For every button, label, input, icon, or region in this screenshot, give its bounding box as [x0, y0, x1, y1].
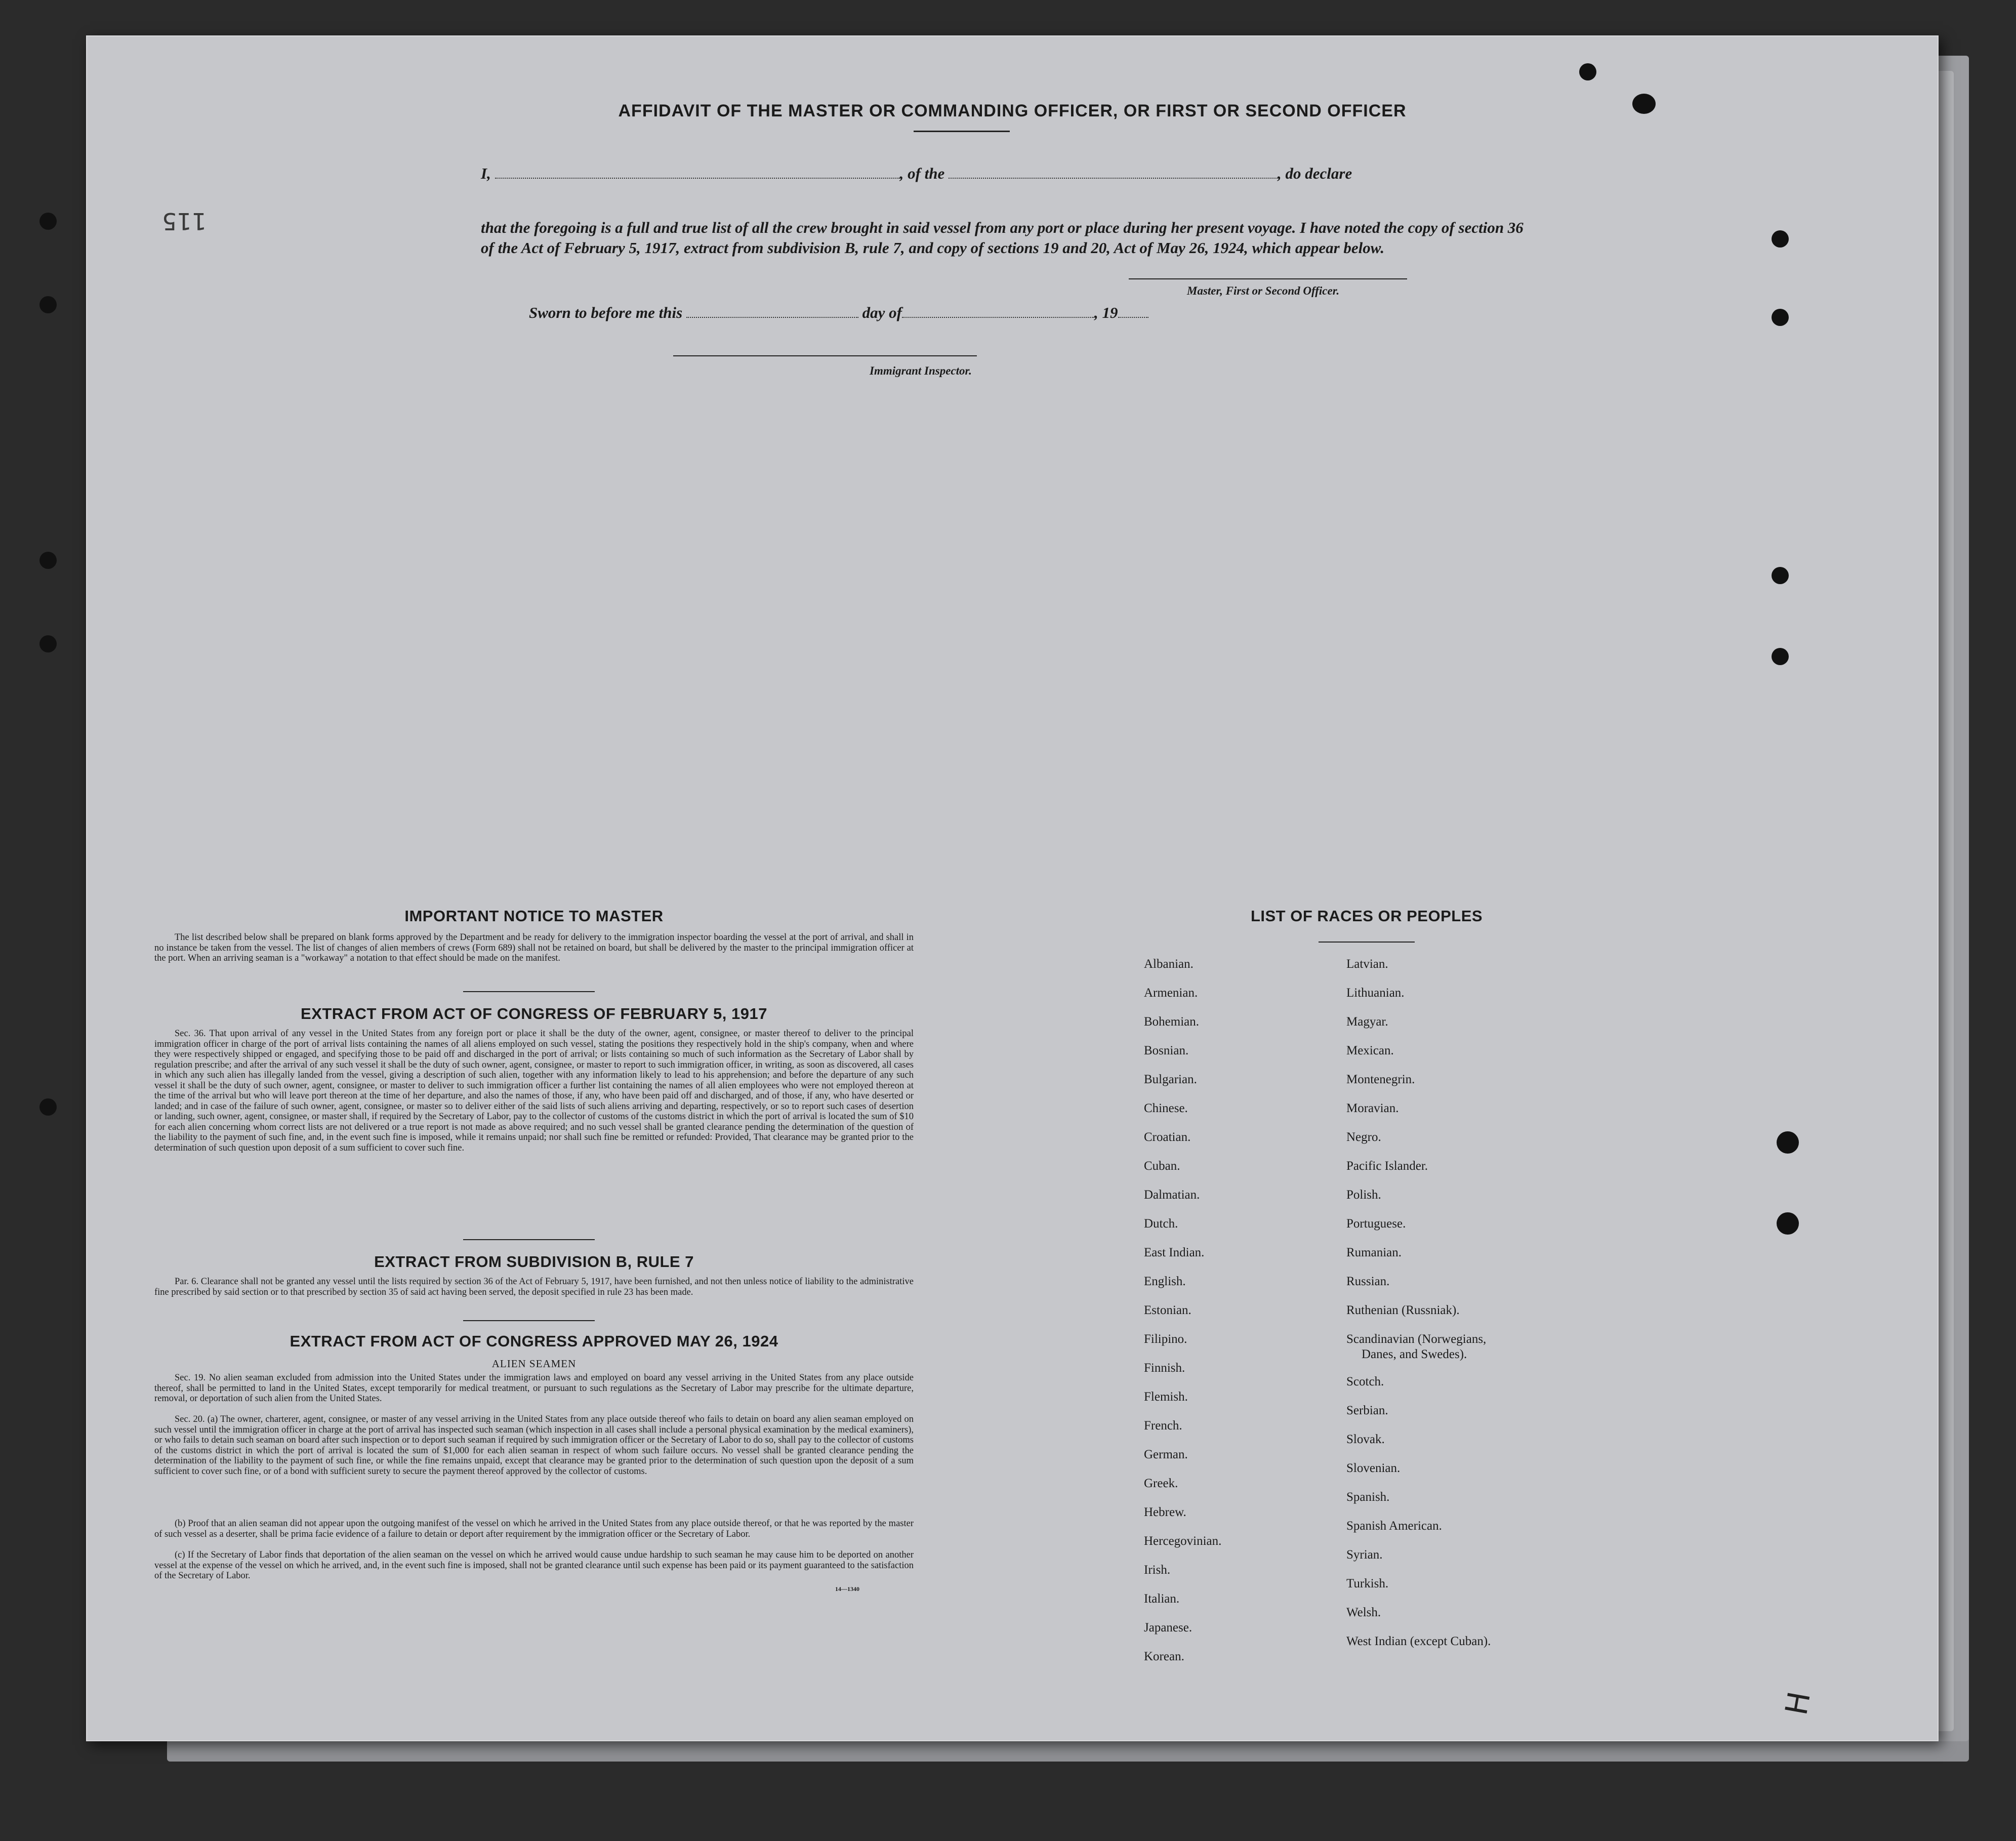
race-item: Welsh. [1346, 1606, 1381, 1619]
declaration-line [481, 165, 1352, 183]
race-item: Lithuanian. [1346, 986, 1405, 1000]
race-item: Korean. [1144, 1650, 1184, 1663]
race-item: Moravian. [1346, 1101, 1399, 1115]
form-number: 14—1340 [835, 1585, 859, 1592]
binder-hole [39, 635, 57, 652]
declaration-declare: , do declare [1278, 165, 1352, 182]
extract-1924-sec19: Sec. 19. No alien seaman excluded from admission into the United States under the immigration laws and employed on board any vessel arriving in the United States from any place outside thereof, shall be permitted to land in the United States, except temporarily for medical treatment, or pursuant to such regulations as the Secretary of Labor may prescribe for the ultimate departure, removal, or deportation of such alien from the United States. [154, 1373, 914, 1404]
declaration-i: I, [481, 165, 491, 182]
race-item: Pacific Islander. [1346, 1159, 1428, 1173]
notice-divider [463, 991, 595, 992]
binder-hole [1772, 230, 1789, 248]
race-item: Bosnian. [1144, 1044, 1189, 1057]
extract-1917-body: Sec. 36. That upon arrival of any vessel in the United States from any foreign port or place it shall be the duty of the owner, agent, consignee, or master thereof to deliver to the principal immigration officer in charge of the port of arrival lists containing the names of all aliens employed on such vessel, stating the positions they respectively hold in the ship's company, when and where they were respectively shipped or engaged, and specifying those to be paid off and discharged in the port of arrival; or lists containing so much of such information as the Secretary of Labor shall by regulation prescribe; and after the arrival of any such vessel it shall be the duty of such owner, agent, consignee, or master to report to such immigration officer, in writing, as soon as discovered, all cases in which any such alien has illegally landed from the vessel, giving a description of such alien, together with any information likely to lead to his apprehension; and before the departure of any such vessel it shall be the duty of such owner, agent, consignee, or master to deliver to such immigration officer a further list containing the names of all alien employees who were not employed thereon at the time of the arrival but who will leave port thereon at the time of her departure, and also the names of those, if any, who have been paid off and discharged, and of those, if any, who have deserted or landed; and in case of the failure of such owner, agent, consignee, or master so to deliver either of the said lists of such aliens arriving and departing, respectively, or so to report such cases of desertion or landing, such owner, agent, consignee, or master shall, if required by the Secretary of Labor, pay to the collector of customs of the customs district in which the port of arrival is located the sum of $10 for each alien concerning whom correct lists are not delivered or a true report is not made as above required; and no such vessel shall be granted clearance pending the determination of the question of the liability to the payment of such fine, and, in the event such fine is imposed, while it remains unpaid; nor shall such fine be remitted or refunded: Provided, That clearance may be granted prior to the determination of such question upon deposit of a sum sufficient to cover such fine. [154, 1029, 914, 1153]
race-item: Dutch. [1144, 1217, 1178, 1231]
extract-1917-divider [463, 1239, 595, 1240]
day-of-label: day of [862, 304, 902, 321]
affidavit-title: AFFIDAVIT OF THE MASTER OR COMMANDING OFFICER, OR FIRST OR SECOND OFFICER [618, 101, 1407, 120]
race-item: Mexican. [1346, 1044, 1394, 1057]
title-divider [914, 131, 1010, 132]
race-item: Albanian. [1144, 957, 1194, 971]
corner-mark: H [1779, 1689, 1818, 1718]
race-item: Ruthenian (Russniak). [1346, 1303, 1460, 1317]
races-right-column [1346, 957, 1491, 1663]
extract-1924-sec20c: (c) If the Secretary of Labor finds that deportation of the alien seaman on the vessel on which he arrived would cause undue hardship to such seaman he may cause him to be deported on another vessel at the expense of the vessel on which he arrived, and, in the event such fine is imposed, shall not be granted clearance until such expense has been paid or its payment guaranteed to the satisfaction of the Secretary of Labor. [154, 1550, 914, 1581]
binder-hole [39, 1098, 57, 1116]
inspector-caption: Immigrant Inspector. [870, 364, 972, 377]
race-item: German. [1144, 1448, 1188, 1461]
vessel-blank[interactable] [949, 167, 1278, 179]
race-item: Cuban. [1144, 1159, 1180, 1173]
race-item: Italian. [1144, 1592, 1180, 1606]
subdivision-b-divider [463, 1320, 595, 1321]
race-item: Filipino. [1144, 1332, 1187, 1346]
race-item: Portuguese. [1346, 1217, 1406, 1231]
race-item: Montenegrin. [1346, 1073, 1415, 1086]
binder-hole [1579, 63, 1596, 80]
race-item: Flemish. [1144, 1390, 1188, 1404]
notice-body: The list described below shall be prepared on blank forms approved by the Department and be ready for delivery to the immigration inspector boarding the vessel at the port of arrival, and shall in no instance be taken from the vessel. The list of changes of alien members of crews (Form 689) shall not be retained on board, but shall be delivered by the master to the principal immigration officer at the port. When an arriving seaman is a "workaway" a notation to that effect should be made on the manifest. [154, 932, 914, 963]
binder-hole [1772, 648, 1789, 665]
binder-hole [1777, 1131, 1799, 1154]
race-item: Estonian. [1144, 1303, 1191, 1317]
races-title: LIST OF RACES OR PEOPLES [1250, 907, 1483, 925]
race-item: Negro. [1346, 1130, 1381, 1144]
binder-hole [1772, 309, 1789, 326]
races-left-column [1144, 957, 1221, 1678]
race-item: Polish. [1346, 1188, 1381, 1202]
margin-number: 115 [162, 208, 207, 235]
race-item: Slovenian. [1346, 1461, 1401, 1475]
binder-hole [1772, 567, 1789, 584]
binder-hole [1777, 1212, 1799, 1235]
race-item: Latvian. [1346, 957, 1388, 971]
race-item: Armenian. [1144, 986, 1198, 1000]
race-item: Greek. [1144, 1477, 1178, 1490]
sworn-month-blank[interactable] [902, 306, 1094, 318]
race-item: Finnish. [1144, 1361, 1185, 1375]
race-item: Scotch. [1346, 1375, 1384, 1388]
race-item: Japanese. [1144, 1621, 1192, 1634]
race-item: Irish. [1144, 1563, 1171, 1577]
race-item: West Indian (except Cuban). [1346, 1634, 1491, 1648]
binder-hole [39, 296, 57, 313]
sworn-line [529, 304, 1148, 322]
race-item: Turkish. [1346, 1577, 1389, 1590]
race-item: Bohemian. [1144, 1015, 1200, 1029]
master-signature-line[interactable] [1129, 278, 1407, 279]
race-item: Rumanian. [1346, 1246, 1402, 1259]
race-item: Croatian. [1144, 1130, 1191, 1144]
extract-1924-sec20a: Sec. 20. (a) The owner, charterer, agent, consignee, or master of any vessel arriving in the United States from any place outside thereof who fails to detain on board any alien seaman employed on such vessel until the immigration officer in charge at the port of arrival has inspected such seaman (which inspection in all cases shall include a personal physical examination by the medical examiners), or who fails to detain such seaman on board after such inspection or to deport such seaman if required by such immigration officer or the Secretary of Labor to do so, shall pay to the collector of customs of the customs district in which the port of arrival is located the sum of $1,000 for each alien seaman in respect of whom such failure occurs. No vessel shall be granted clearance pending the determination of the liability to the payment of such fine, or while the fine remains unpaid, except that clearance may be granted prior to the determination of such question upon the deposit of a sum sufficient to cover such fine, or of a bond with sufficient surety to secure the payment thereof approved by the collector of customs. [154, 1414, 914, 1477]
race-item: Hercegovinian. [1144, 1534, 1222, 1548]
master-caption: Master, First or Second Officer. [1187, 284, 1340, 297]
inspector-signature-line[interactable] [673, 355, 977, 356]
race-item: Scandinavian (Norwegians, [1346, 1332, 1487, 1346]
race-item: French. [1144, 1419, 1182, 1433]
alien-seamen-subtitle: ALIEN SEAMEN [491, 1358, 577, 1370]
declaration-body: that the foregoing is a full and true list of all the crew brought in said vessel from any port or place during her present voyage. I have noted the copy of section 36 of the Act of February 5, 1917, extract from subdivision B, rule 7, and copy of sections 19 and 20, Act of May 26, 1924, which appear below. [481, 219, 1524, 257]
extract-1924-sec20b: (b) Proof that an alien seaman did not appear upon the outgoing manifest of the vessel on which he arrived in the United States from any place outside thereof, or that he was reported by the master of such vessel as a deserter, shall be prima facie evidence of a failure to detain or deport after requirement by the immigration officer or the Secretary of Labor. [154, 1519, 914, 1539]
name-blank[interactable] [495, 167, 900, 179]
sworn-year-blank[interactable] [1118, 306, 1148, 318]
race-item: English. [1144, 1275, 1186, 1288]
subdivision-b-title: EXTRACT FROM SUBDIVISION B, RULE 7 [374, 1253, 694, 1271]
race-item: Bulgarian. [1144, 1073, 1197, 1086]
race-item: Magyar. [1346, 1015, 1388, 1029]
race-item: Spanish American. [1346, 1519, 1442, 1533]
race-item: Syrian. [1346, 1548, 1383, 1562]
binder-hole [39, 213, 57, 230]
sworn-label: Sworn to before me this [529, 304, 683, 321]
extract-1924-title: EXTRACT FROM ACT OF CONGRESS APPROVED MAY 26, 1924 [290, 1332, 778, 1350]
race-item: Slovak. [1346, 1433, 1385, 1446]
race-item: Serbian. [1346, 1404, 1388, 1417]
binder-hole [39, 552, 57, 569]
race-item: Dalmatian. [1144, 1188, 1200, 1202]
subdivision-b-body: Par. 6. Clearance shall not be granted any vessel until the lists required by section 36 of the Act of February 5, 1917, have been furnished, and not then unless notice of liability to the administrative fine prescribed by said section or to that prescribed by section 35 of said act having been served, the deposit specified in rule 23 has been made. [154, 1277, 914, 1297]
race-item: Spanish. [1346, 1490, 1390, 1504]
extract-1917-title: EXTRACT FROM ACT OF CONGRESS OF FEBRUARY 5, 1917 [301, 1005, 767, 1022]
race-item: East Indian. [1144, 1246, 1205, 1259]
declaration-of: , of the [899, 165, 945, 182]
race-item: Danes, and Swedes). [1362, 1347, 1467, 1361]
race-item: Russian. [1346, 1275, 1390, 1288]
notice-title: IMPORTANT NOTICE TO MASTER [404, 907, 664, 925]
year-label: , 19 [1094, 304, 1118, 321]
races-divider [1319, 942, 1415, 943]
race-item: Chinese. [1144, 1101, 1188, 1115]
sworn-day-blank[interactable] [686, 306, 858, 318]
document-page [86, 35, 1939, 1741]
race-item: Hebrew. [1144, 1505, 1186, 1519]
